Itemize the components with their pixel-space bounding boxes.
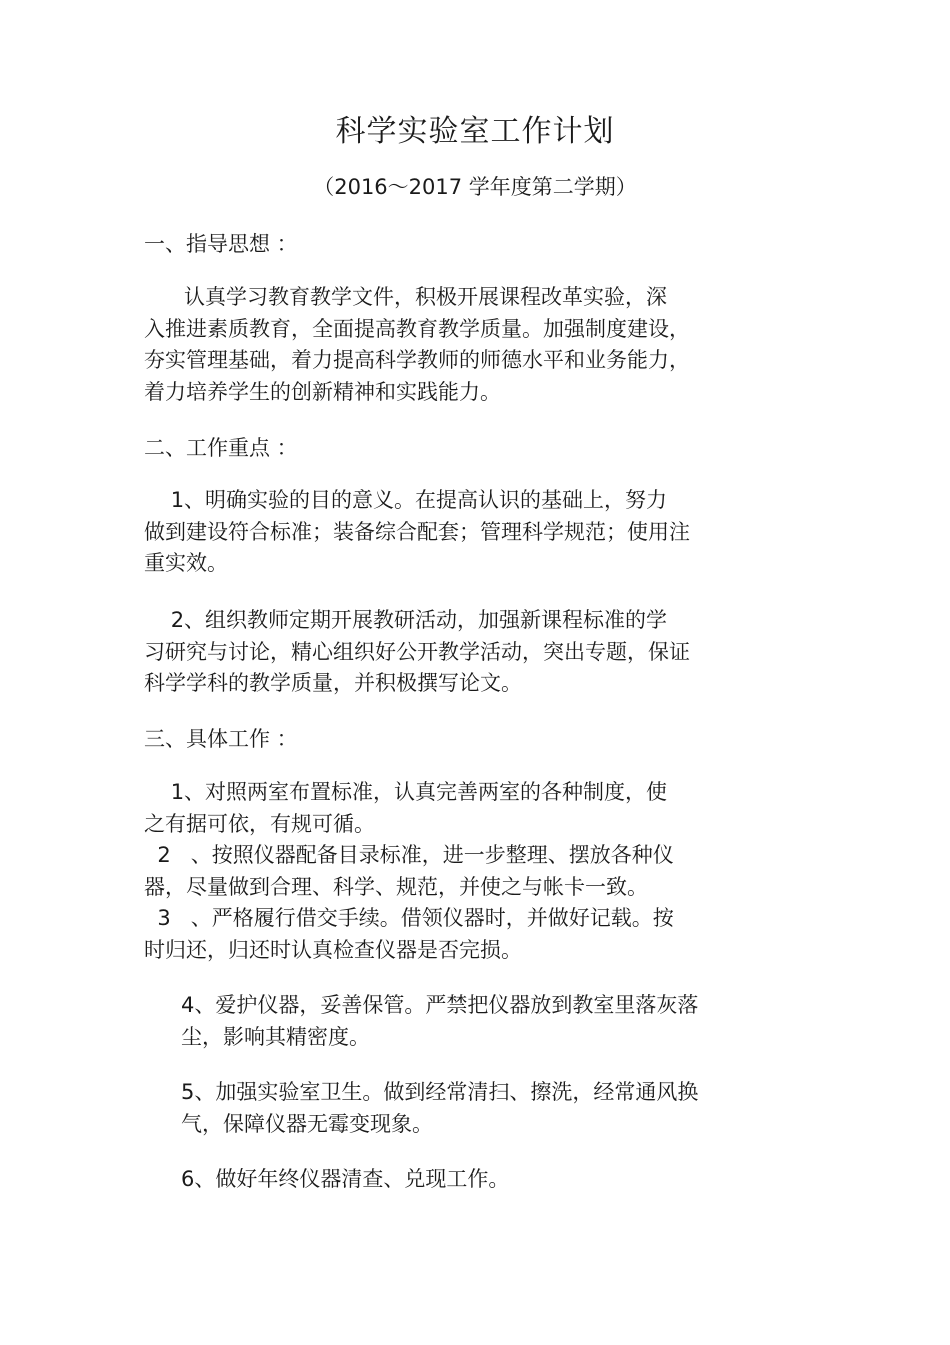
paragraph-line: 做到建设符合标准；装备综合配套；管理科学规范；使用注: [144, 519, 690, 544]
section-heading-guiding-thought: 一、指导思想 ：: [144, 232, 298, 256]
paragraph-line: 夯实管理基础，着力提高科学教师的师德水平和业务能力，: [144, 348, 690, 372]
paragraph-line: 习研究与讨论，精心组织好公开教学活动，突出专题，保证: [144, 639, 690, 664]
specific-work-item-6: [181, 1164, 781, 1196]
paragraph-line: 3 、严格履行借交手续。借领仪器时，并做好记载。按: [144, 906, 674, 930]
paragraph-line: 2 、按照仪器配备目录标准，进一步整理、摆放各种仪: [144, 843, 674, 867]
paragraph-line: 时归还，归还时认真检查仪器是否完损。: [144, 937, 522, 962]
specific-work-item-4: [181, 990, 781, 1053]
paragraph-line: 1、明确实验的目的意义。在提高认识的基础上，努力: [144, 488, 668, 512]
paragraph-line: 之有据可依，有规可循。: [144, 811, 375, 836]
paragraph-line: 气，保障仪器无霉变现象。: [181, 1111, 433, 1136]
work-focus-item-2: [144, 605, 744, 700]
paragraph-line: 重实效。: [144, 551, 228, 575]
paragraph-line: 6、做好年终仪器清查、兑现工作。: [181, 1167, 510, 1191]
section-heading-work-focus: 二、工作重点 ：: [144, 436, 298, 460]
paragraph-line: 2、组织教师定期开展教研活动，加强新课程标准的学: [144, 608, 668, 632]
work-focus-item-1: [144, 485, 744, 580]
paragraph-line: 认真学习教育教学文件，积极开展课程改革实验，深: [144, 285, 668, 309]
section-paragraph-guiding-thought: [144, 282, 744, 408]
paragraph-line: 器，尽量做到合理、科学、规范，并使之与帐卡一致。: [144, 874, 648, 899]
specific-work-item-5: [181, 1077, 781, 1140]
paragraph-line: 科学学科的教学质量，并积极撰写论文。: [144, 671, 522, 695]
section-heading-specific-work: 三、具体工作 ：: [144, 727, 298, 751]
specific-work-items-1-3: [144, 777, 744, 966]
paragraph-line: 入推进素质教育，全面提高教育教学质量。加强制度建设，: [144, 316, 690, 341]
paragraph-line: 1、对照两室布置标准，认真完善两室的各种制度，使: [144, 780, 668, 804]
document-title: 科学实验室工作计划: [335, 114, 615, 149]
paragraph-line: 5、加强实验室卫生。做到经常清扫、擦洗，经常通风换: [181, 1080, 699, 1104]
paragraph-line: 着力培养学生的创新精神和实践能力。: [144, 379, 501, 404]
document-subtitle: （2016～2017 学年度第二学期）: [313, 175, 637, 199]
paragraph-line: 尘，影响其精密度。: [181, 1024, 370, 1049]
paragraph-line: 4、爱护仪器，妥善保管。严禁把仪器放到教室里落灰落: [181, 993, 699, 1017]
